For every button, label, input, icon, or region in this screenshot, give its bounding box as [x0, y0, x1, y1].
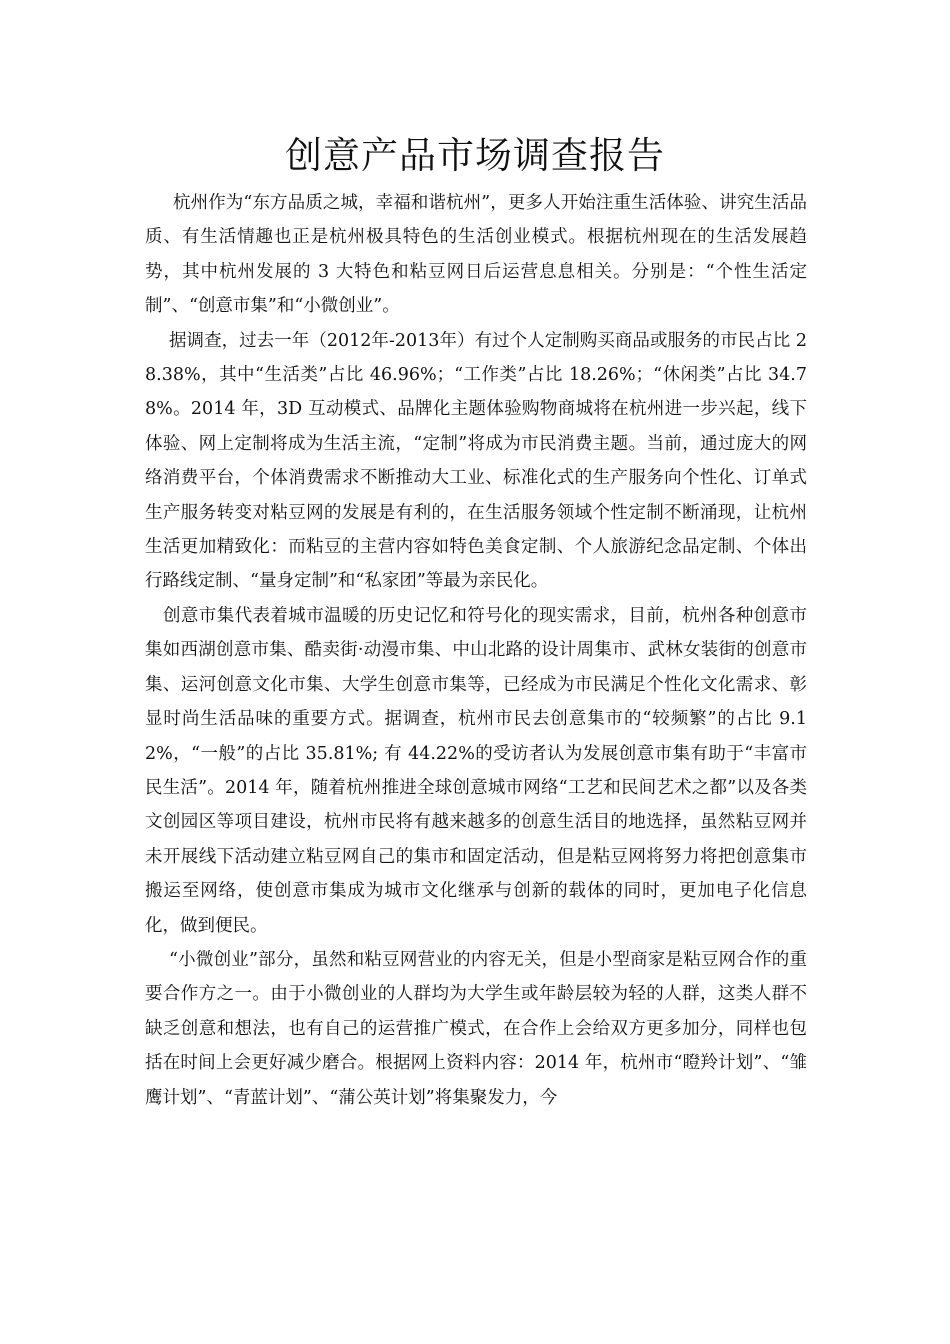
- paragraph-micro-startup: “小微创业”部分，虽然和粘豆网营业的内容无关，但是小型商家是粘豆网合作的重要合作方之一。由于小微创业的人群均为大学生或年龄层较为轻的人群，这类人群不缺乏创意和想法，也有自己的运营推广模式，在合作上会给双方更多加分，同样也包括在时间上会更好减少磨合。根据网上资料内容：2014 年，杭州市“瞪羚计划”、“雏鹰计划”、“青蓝计划”、“蒲公英计划”将集聚发力，今: [145, 949, 807, 1108]
- paragraph-custom-survey: 据调查，过去一年（2012年-2013年）有过个人定制购买商品或服务的市民占比 28.38%，其中“生活类”占比 46.96%；“工作类”占比 18.26%；“休闲类”占比 34.78%。2014 年，3D 互动模式、品牌化主题体验购物商城将在杭州进一步兴起，线下体验、网上定制将成为生活主流，“定制”将成为市民消费主题。当前，通过庞大的网络消费平台，个体消费需求不断推动大工业、标准化式的生产服务向个性化、订单式生产服务转变对粘豆网的发展是有利的，在生活服务领域个性定制不断涌现，让杭州生活更加精致化：而粘豆的主营内容如特色美食定制、个人旅游纪念品定制、个体出行路线定制、“量身定制”和“私家团”等最为亲民化。: [145, 330, 807, 592]
- document-body: [145, 186, 807, 1115]
- paragraph-intro: 杭州作为“东方品质之城，幸福和谐杭州”，更多人开始注重生活体验、讲究生活品质、有生活情趣也正是杭州极具特色的生活创业模式。根据杭州现在的生活发展趋势，其中杭州发展的 3 大特色和粘豆网日后运营息息相关。分别是：“个性生活定制”、“创意市集”和“小微创业”。: [145, 193, 807, 317]
- paragraph-creative-market: 创意市集代表着城市温暖的历史记忆和符号化的现实需求，目前，杭州各种创意市集如西湖创意市集、酷卖街·动漫市集、中山北路的设计周集市、武林女装街的创意市集、运河创意文化市集、大学生创意市集等，已经成为市民满足个性化文化需求、彰显时尚生活品味的重要方式。据调查，杭州市民去创意集市的“较频繁”的占比 9.12%，“一般”的占比 35.81%; 有 44.22%的受访者认为发展创意市集有助于“丰富市民生活”。2014 年，随着杭州推进全球创意城市网络“工艺和民间艺术之都”以及各类文创园区等项目建设，杭州市民将有越来越多的创意生活目的地选择，虽然粘豆网并未开展线下活动建立粘豆网自己的集市和固定活动，但是粘豆网将努力将把创意集市搬运至网络，使创意市集成为城市文化继承与创新的载体的同时，更加电子化信息化，做到便民。: [145, 605, 807, 936]
- document-title: 创意产品市场调查报告: [285, 134, 665, 177]
